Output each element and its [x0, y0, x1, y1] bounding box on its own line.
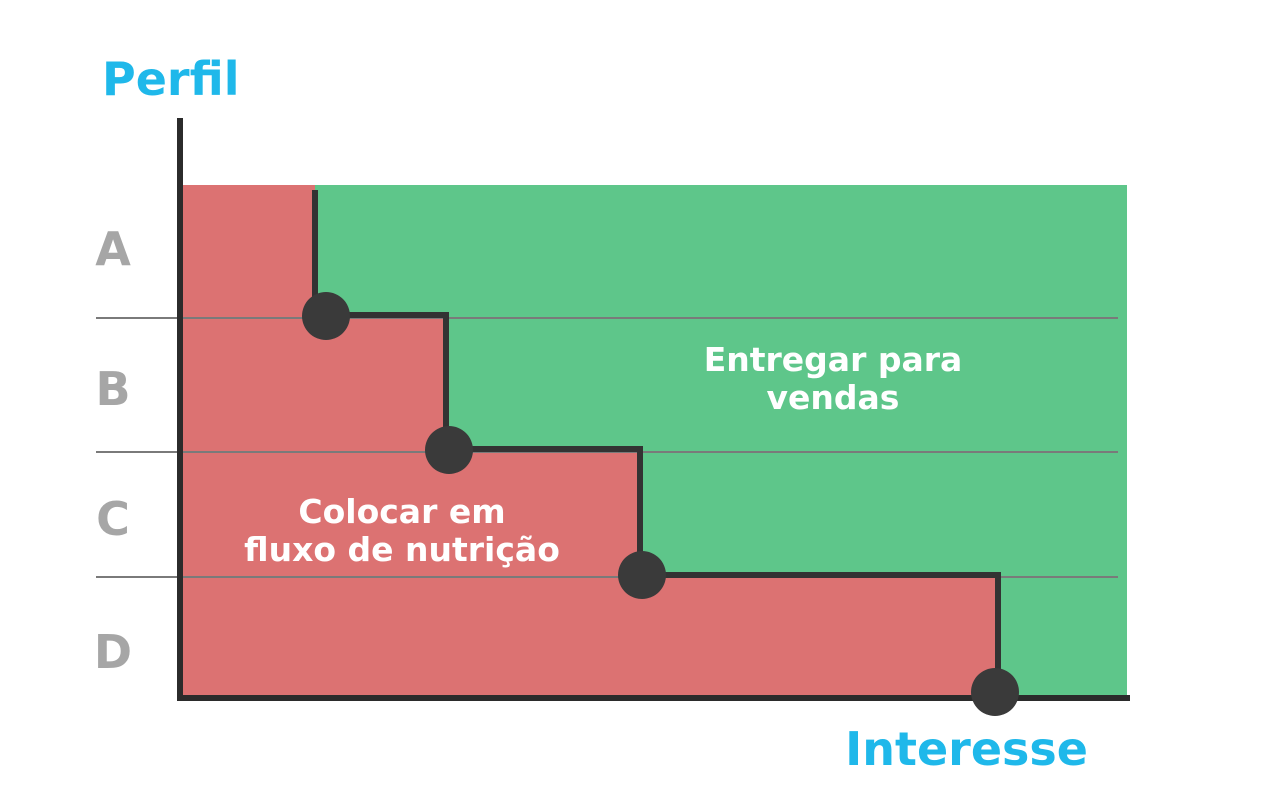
threshold-point-b: [425, 426, 473, 474]
profile-label-c: C: [96, 492, 130, 546]
x-axis-title: Interesse: [845, 722, 1088, 776]
y-axis-title: Perfil: [102, 52, 240, 106]
threshold-point-a: [302, 292, 350, 340]
threshold-point-c: [618, 551, 666, 599]
profile-label-d: D: [93, 625, 133, 679]
profile-label-a: A: [95, 222, 131, 276]
profile-label-b: B: [95, 362, 131, 416]
nurture-region-label-line2: fluxo de nutrição: [244, 530, 560, 569]
sales-region-label-line1: Entregar para: [703, 340, 963, 379]
nurture-region-label-line1: Colocar em: [298, 492, 506, 531]
sales-region-label-line2: vendas: [766, 378, 900, 417]
threshold-point-d: [971, 668, 1019, 716]
